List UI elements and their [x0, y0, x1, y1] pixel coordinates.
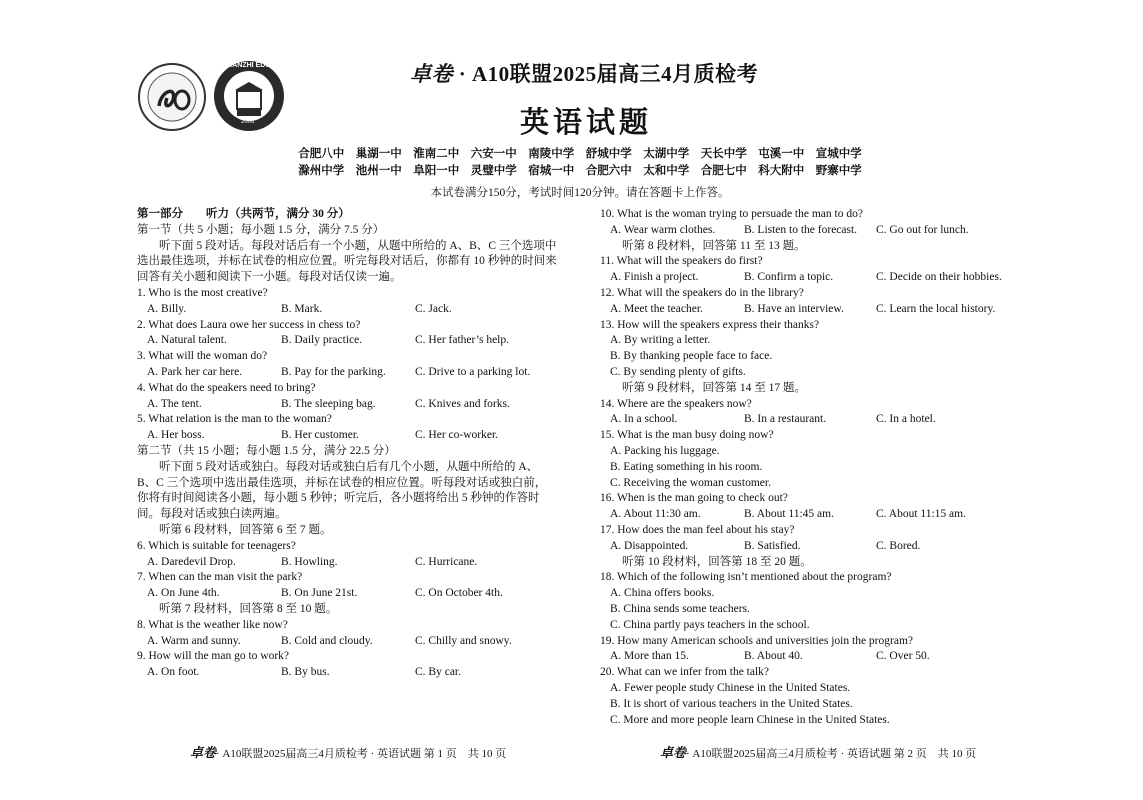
option: B. By bus. [281, 666, 330, 679]
option: C. About 11:15 am. [876, 508, 966, 521]
question-7-options [137, 586, 557, 602]
option: B. Pay for the parking. [281, 365, 386, 378]
option: C. China partly pays teachers in the school. [610, 618, 810, 631]
option: C. By car. [415, 666, 461, 679]
footer-right [660, 742, 976, 761]
option: C. Learn the local history. [876, 302, 996, 315]
logo2-year: 2006 [241, 119, 255, 125]
option: A. The tent. [147, 397, 202, 410]
section-2-instructions: 听下面 5 段对话或独白。每段对话或独白后有几个小题，从题中所给的 A、B、C 三个选项中选出最佳选项，并标在试卷的相应位置。听每段对话或独白前，你将有时间阅读各小题，每小题 5 秒钟；听完后，各小题将给出 5 秒钟的作答时间。每段对话或独白读两遍。 [137, 460, 547, 521]
question-19: 19. How many American schools and universities join the program? [600, 634, 913, 647]
option: C. More and more people learn Chinese in the United States. [610, 713, 890, 726]
option: B. Listen to the forecast. [744, 223, 858, 236]
question-1-options [137, 302, 557, 318]
question-4-options [137, 397, 557, 413]
option: C. Over 50. [876, 650, 930, 663]
option: B. China sends some teachers. [610, 602, 750, 615]
option: C. Decide on their hobbies. [876, 271, 1002, 284]
question-9-options [137, 665, 557, 681]
option: A. Disappointed. [610, 539, 689, 552]
option: A. Packing his luggage. [610, 444, 720, 457]
option: A. Natural talent. [147, 334, 227, 347]
option: C. Her co-worker. [415, 429, 499, 442]
question-8-options [137, 634, 557, 650]
option: A. Warm and sunny. [147, 634, 241, 647]
option: B. It is short of various teachers in the United States. [610, 697, 853, 710]
option: A. On June 4th. [147, 587, 220, 600]
option: C. On October 4th. [415, 587, 503, 600]
question-11-options [600, 270, 1030, 286]
option: C. Chilly and snowy. [415, 634, 512, 647]
material-7-note: 听第 7 段材料，回答第 8 至 10 题。 [159, 602, 338, 615]
footer-left-text: · A10联盟2025届高三4月质检考 · 英语试题 第 1 页 共 10 页 [216, 748, 507, 760]
option: B. On June 21st. [281, 587, 358, 600]
question-9: 9. How will the man go to work? [137, 650, 290, 663]
option: A. By writing a letter. [610, 334, 711, 347]
alliance-logo [137, 62, 207, 132]
exam-note: 本试卷满分150分，考试时间120分钟。请在答题卡上作答。 [430, 187, 730, 199]
question-12-options [600, 302, 1030, 318]
option: A. China offers books. [610, 587, 715, 600]
question-1: 1. Who is the most creative? [137, 286, 268, 299]
option: C. Knives and forks. [415, 397, 510, 410]
option: A. Billy. [147, 302, 187, 315]
option: B. Daily practice. [281, 334, 363, 347]
question-6-options [137, 555, 557, 571]
footer-left [190, 742, 506, 761]
option: A. Finish a project. [610, 271, 699, 284]
question-13: 13. How will the speakers express their thanks? [600, 318, 820, 331]
footer-right-text: · A10联盟2025届高三4月质检考 · 英语试题 第 2 页 共 10 页 [686, 748, 977, 760]
logo2-text: WANZHI EDUCATION [226, 62, 297, 69]
option: A. Fewer people study Chinese in the United States. [610, 681, 851, 694]
exam-title: 卓卷 · A10联盟2025届高三4月质检考 [410, 61, 759, 86]
brand-mark: 卓卷 [410, 61, 453, 86]
material-6-note: 听第 6 段材料，回答第 6 至 7 题。 [159, 523, 332, 536]
option: C. By sending plenty of gifts. [610, 365, 746, 378]
option: A. Wear warm clothes. [610, 223, 716, 236]
question-14: 14. Where are the speakers now? [600, 397, 752, 410]
question-5: 5. What relation is the man to the woman? [137, 413, 332, 426]
right-column [600, 207, 1030, 728]
option: B. Her customer. [281, 429, 359, 442]
question-5-options [137, 428, 557, 444]
option: A. In a school. [610, 413, 678, 426]
section-2-heading: 第二节（共 15 小题；每小题 1.5 分，满分 22.5 分） [137, 444, 396, 457]
question-2-options [137, 333, 557, 349]
question-3: 3. What will the woman do? [137, 350, 268, 363]
question-20: 20. What can we infer from the talk? [600, 666, 770, 679]
option: C. Hurricane. [415, 555, 478, 568]
question-2: 2. What does Laura owe her success in chess to? [137, 318, 361, 331]
option: B. About 11:45 am. [744, 508, 834, 521]
schools-line-2: 滁州中学 池州一中 阜阳一中 灵璧中学 宿城一中 合肥六中 太和中学 合肥七中 科大附中 野寨中学 [298, 165, 862, 177]
question-10: 10. What is the woman trying to persuade the man to do? [600, 208, 863, 220]
option: C. Go out for lunch. [876, 223, 969, 236]
question-10-options [600, 223, 1030, 239]
left-column [137, 207, 557, 681]
subject-title: 英语试题 [520, 107, 653, 139]
question-6: 6. Which is suitable for teenagers? [137, 539, 296, 552]
material-10-note: 听第 10 段材料，回答第 18 至 20 题。 [622, 555, 812, 568]
option: A. Her boss. [147, 429, 205, 442]
exam-title-text: A10联盟2025届高三4月质检考 [472, 62, 759, 86]
option: B. Cold and cloudy. [281, 634, 373, 647]
option: B. Mark. [281, 302, 323, 315]
question-15: 15. What is the man busy doing now? [600, 429, 774, 442]
question-3-options [137, 365, 557, 381]
option: C. Her father’s help. [415, 334, 509, 347]
material-9-note: 听第 9 段材料，回答第 14 至 17 题。 [622, 381, 806, 394]
question-18: 18. Which of the following isn’t mentioned about the program? [600, 571, 892, 584]
option: C. Jack. [415, 302, 452, 315]
question-8: 8. What is the weather like now? [137, 618, 288, 631]
question-14-options [600, 412, 1030, 428]
option: A. Park her car here. [147, 365, 243, 378]
section-1-heading: 第一节（共 5 小题；每小题 1.5 分，满分 7.5 分） [137, 223, 385, 236]
option: C. Bored. [876, 539, 921, 552]
option: A. Meet the teacher. [610, 302, 703, 315]
option: B. Have an interview. [744, 302, 844, 315]
option: B. Howling. [281, 555, 338, 568]
option: A. Daredevil Drop. [147, 555, 236, 568]
question-4: 4. What do the speakers need to bring? [137, 381, 316, 394]
option: C. Receiving the woman customer. [610, 476, 771, 489]
part-heading: 第一部分 听力（共两节，满分 30 分） [137, 208, 350, 220]
footer-brand: 卓卷 [190, 745, 217, 760]
question-7: 7. When can the man visit the park? [137, 571, 303, 584]
option: B. In a restaurant. [744, 413, 827, 426]
option: A. About 11:30 am. [610, 508, 701, 521]
question-12: 12. What will the speakers do in the library? [600, 286, 804, 299]
question-16-options [600, 507, 1030, 523]
footer-brand: 卓卷 [660, 745, 687, 760]
option: C. Drive to a parking lot. [415, 365, 531, 378]
section-1-instructions: 听下面 5 段对话。每段对话后有一个小题，从题中所给的 A、B、C 三个选项中选出最佳选项，并标在试卷的相应位置。听完每段对话后，你都有 10 秒钟的时间来回答有关小题和阅读下一小题。每段对话仅读一遍。 [137, 239, 557, 284]
option: A. On foot. [147, 666, 200, 679]
option: B. Satisfied. [744, 539, 801, 552]
schools-line-1: 合肥八中 巢湖一中 淮南二中 六安一中 南陵中学 舒城中学 太湖中学 天长中学 屯溪一中 宣城中学 [298, 148, 862, 160]
option: B. About 40. [744, 650, 803, 663]
option: A. More than 15. [610, 650, 689, 663]
option: C. In a hotel. [876, 413, 936, 426]
option: B. Eating something in his room. [610, 460, 763, 473]
question-16: 16. When is the man going to check out? [600, 492, 788, 505]
option: B. The sleeping bag. [281, 397, 376, 410]
option: B. Confirm a topic. [744, 271, 834, 284]
question-17: 17. How does the man feel about his stay? [600, 523, 795, 536]
option: B. By thanking people face to face. [610, 350, 773, 363]
material-8-note: 听第 8 段材料，回答第 11 至 13 题。 [622, 239, 806, 252]
question-17-options [600, 539, 1030, 555]
question-19-options [600, 649, 1030, 665]
question-11: 11. What will the speakers do first? [600, 255, 763, 268]
